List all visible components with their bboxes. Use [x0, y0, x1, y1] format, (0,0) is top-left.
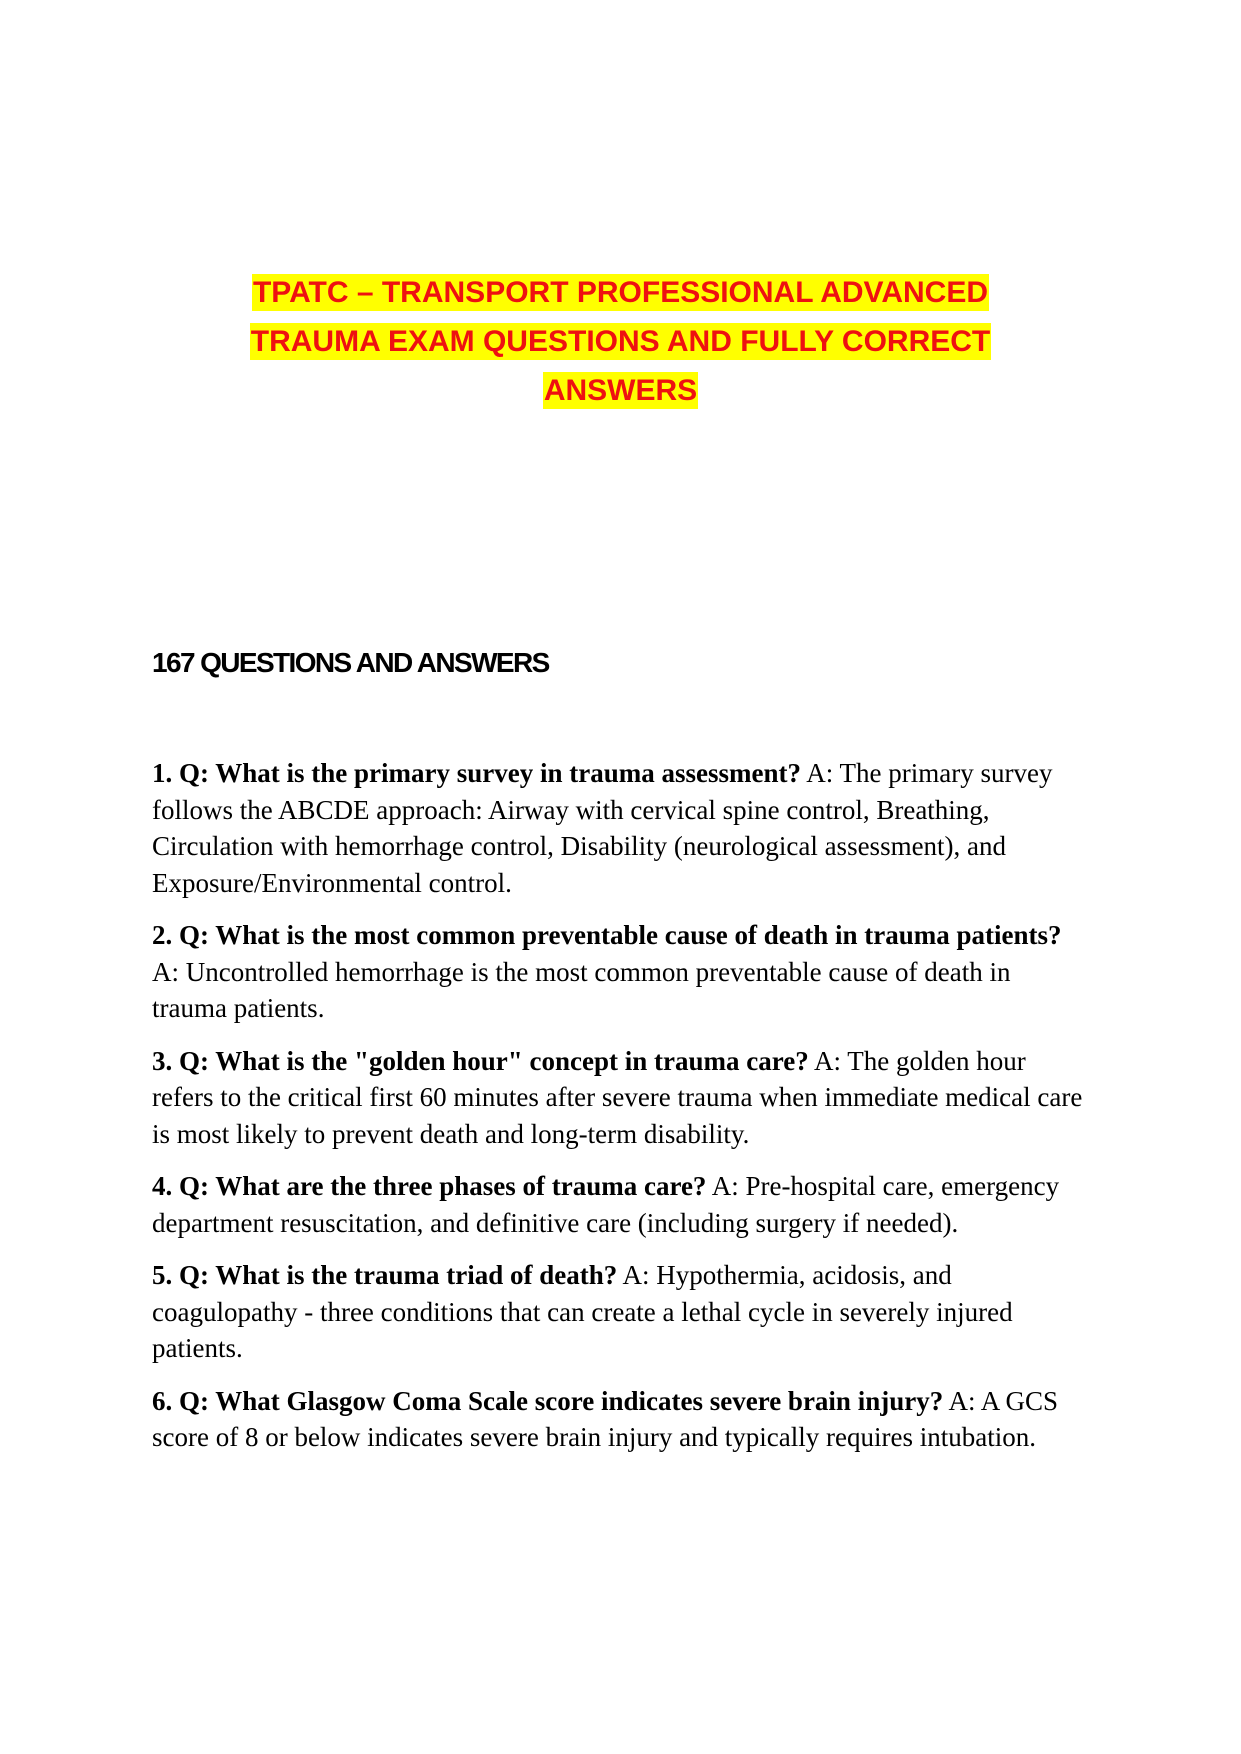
qa-item: [152, 1383, 1092, 1456]
question-text: 1. Q: What is the primary survey in trauma assessment?: [152, 758, 801, 788]
questions-count-heading: 167 QUESTIONS AND ANSWERS: [152, 647, 549, 678]
title-line: TPATC – TRANSPORT PROFESSIONAL ADVANCED: [252, 276, 989, 309]
answer-text: A: The primary survey follows the ABCDE approach: Airway with cervical spine control, Breathing, Circulation with hemorrhage control, Disability (neurological assessment), and Exposure/Environmental control.: [152, 758, 1053, 898]
answer-text: A: Uncontrolled hemorrhage is the most common preventable cause of death in trauma patients.: [152, 956, 1011, 1023]
qa-item: [152, 1168, 1092, 1241]
document-title: [0, 268, 1241, 415]
answer-text: A: Pre-hospital care, emergency department resuscitation, and definitive care (including surgery if needed).: [152, 1171, 1060, 1238]
title-line: ANSWERS: [543, 374, 698, 407]
qa-item: [152, 917, 1092, 1027]
question-text: 6. Q: What Glasgow Coma Scale score indicates severe brain injury?: [152, 1385, 944, 1416]
answer-text: A: Hypothermia, acidosis, and coagulopathy - three conditions that can create a lethal cycle in severely injured patients.: [152, 1260, 1013, 1363]
qa-item: [152, 1257, 1092, 1367]
question-text: 5. Q: What is the trauma triad of death?: [152, 1260, 618, 1290]
qa-item: [152, 755, 1092, 901]
qa-list: [152, 755, 1092, 1472]
answer-text: A: A GCS score of 8 or below indicates severe brain injury and typically requires intubation.: [152, 1385, 1059, 1452]
question-text: 2. Q: What is the most common preventable cause of death in trauma patients?: [152, 920, 1062, 950]
question-text: 4. Q: What are the three phases of trauma care?: [152, 1171, 707, 1201]
question-text: 3. Q: What is the "golden hour" concept in trauma care?: [152, 1045, 809, 1076]
title-line: TRAUMA EXAM QUESTIONS AND FULLY CORRECT: [250, 325, 991, 358]
answer-text: A: The golden hour refers to the critical first 60 minutes after severe trauma when immediate medical care is most likely to prevent death and long-term disability.: [152, 1045, 1083, 1149]
qa-item: [152, 1043, 1092, 1153]
